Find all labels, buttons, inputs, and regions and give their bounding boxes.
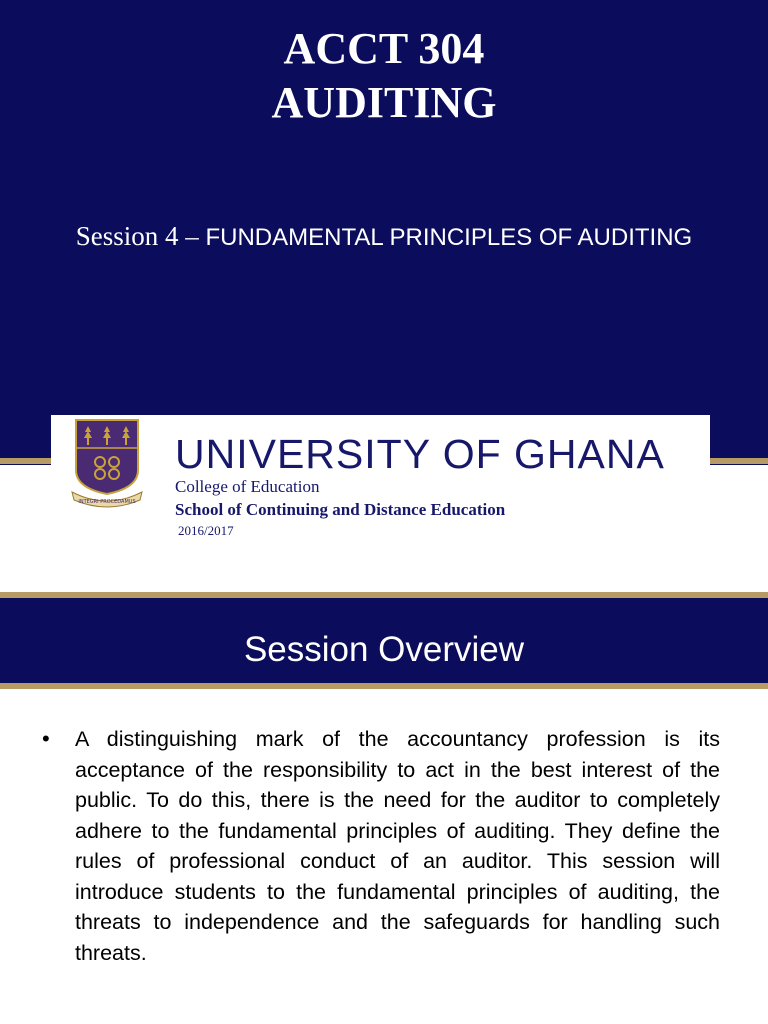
session-title: FUNDAMENTAL PRINCIPLES OF AUDITING xyxy=(205,224,693,251)
course-title xyxy=(0,22,768,130)
school-name: School of Continuing and Distance Education xyxy=(175,500,506,519)
academic-year: 2016/2017 xyxy=(178,523,234,538)
svg-text:INTEGRI PROCEDAMUS: INTEGRI PROCEDAMUS xyxy=(78,499,136,505)
session-prefix: Session 4 – xyxy=(75,221,199,251)
session-subtitle xyxy=(0,218,768,256)
bullet-marker: • xyxy=(42,726,50,751)
university-crest-icon xyxy=(68,418,146,510)
course-code: ACCT 304 xyxy=(283,24,485,73)
college-name: College of Education xyxy=(175,477,320,496)
overview-heading: Session Overview xyxy=(243,630,525,669)
course-name: AUDITING xyxy=(271,78,497,127)
gold-divider-bottom xyxy=(0,683,768,689)
university-name: UNIVERSITY OF GHANA xyxy=(175,431,665,477)
overview-paragraph: A distinguishing mark of the accountancy profession is its acceptance of the responsibility to act in the best interest of the public. To do this, there is the need for the auditor to completely adhere to the fundamental principles of auditing. They define the rules of professional conduct of an auditor. This session will introduce students to the fundamental principles of auditing, the threats to independence and the safeguards for handling such threats. xyxy=(75,727,720,965)
